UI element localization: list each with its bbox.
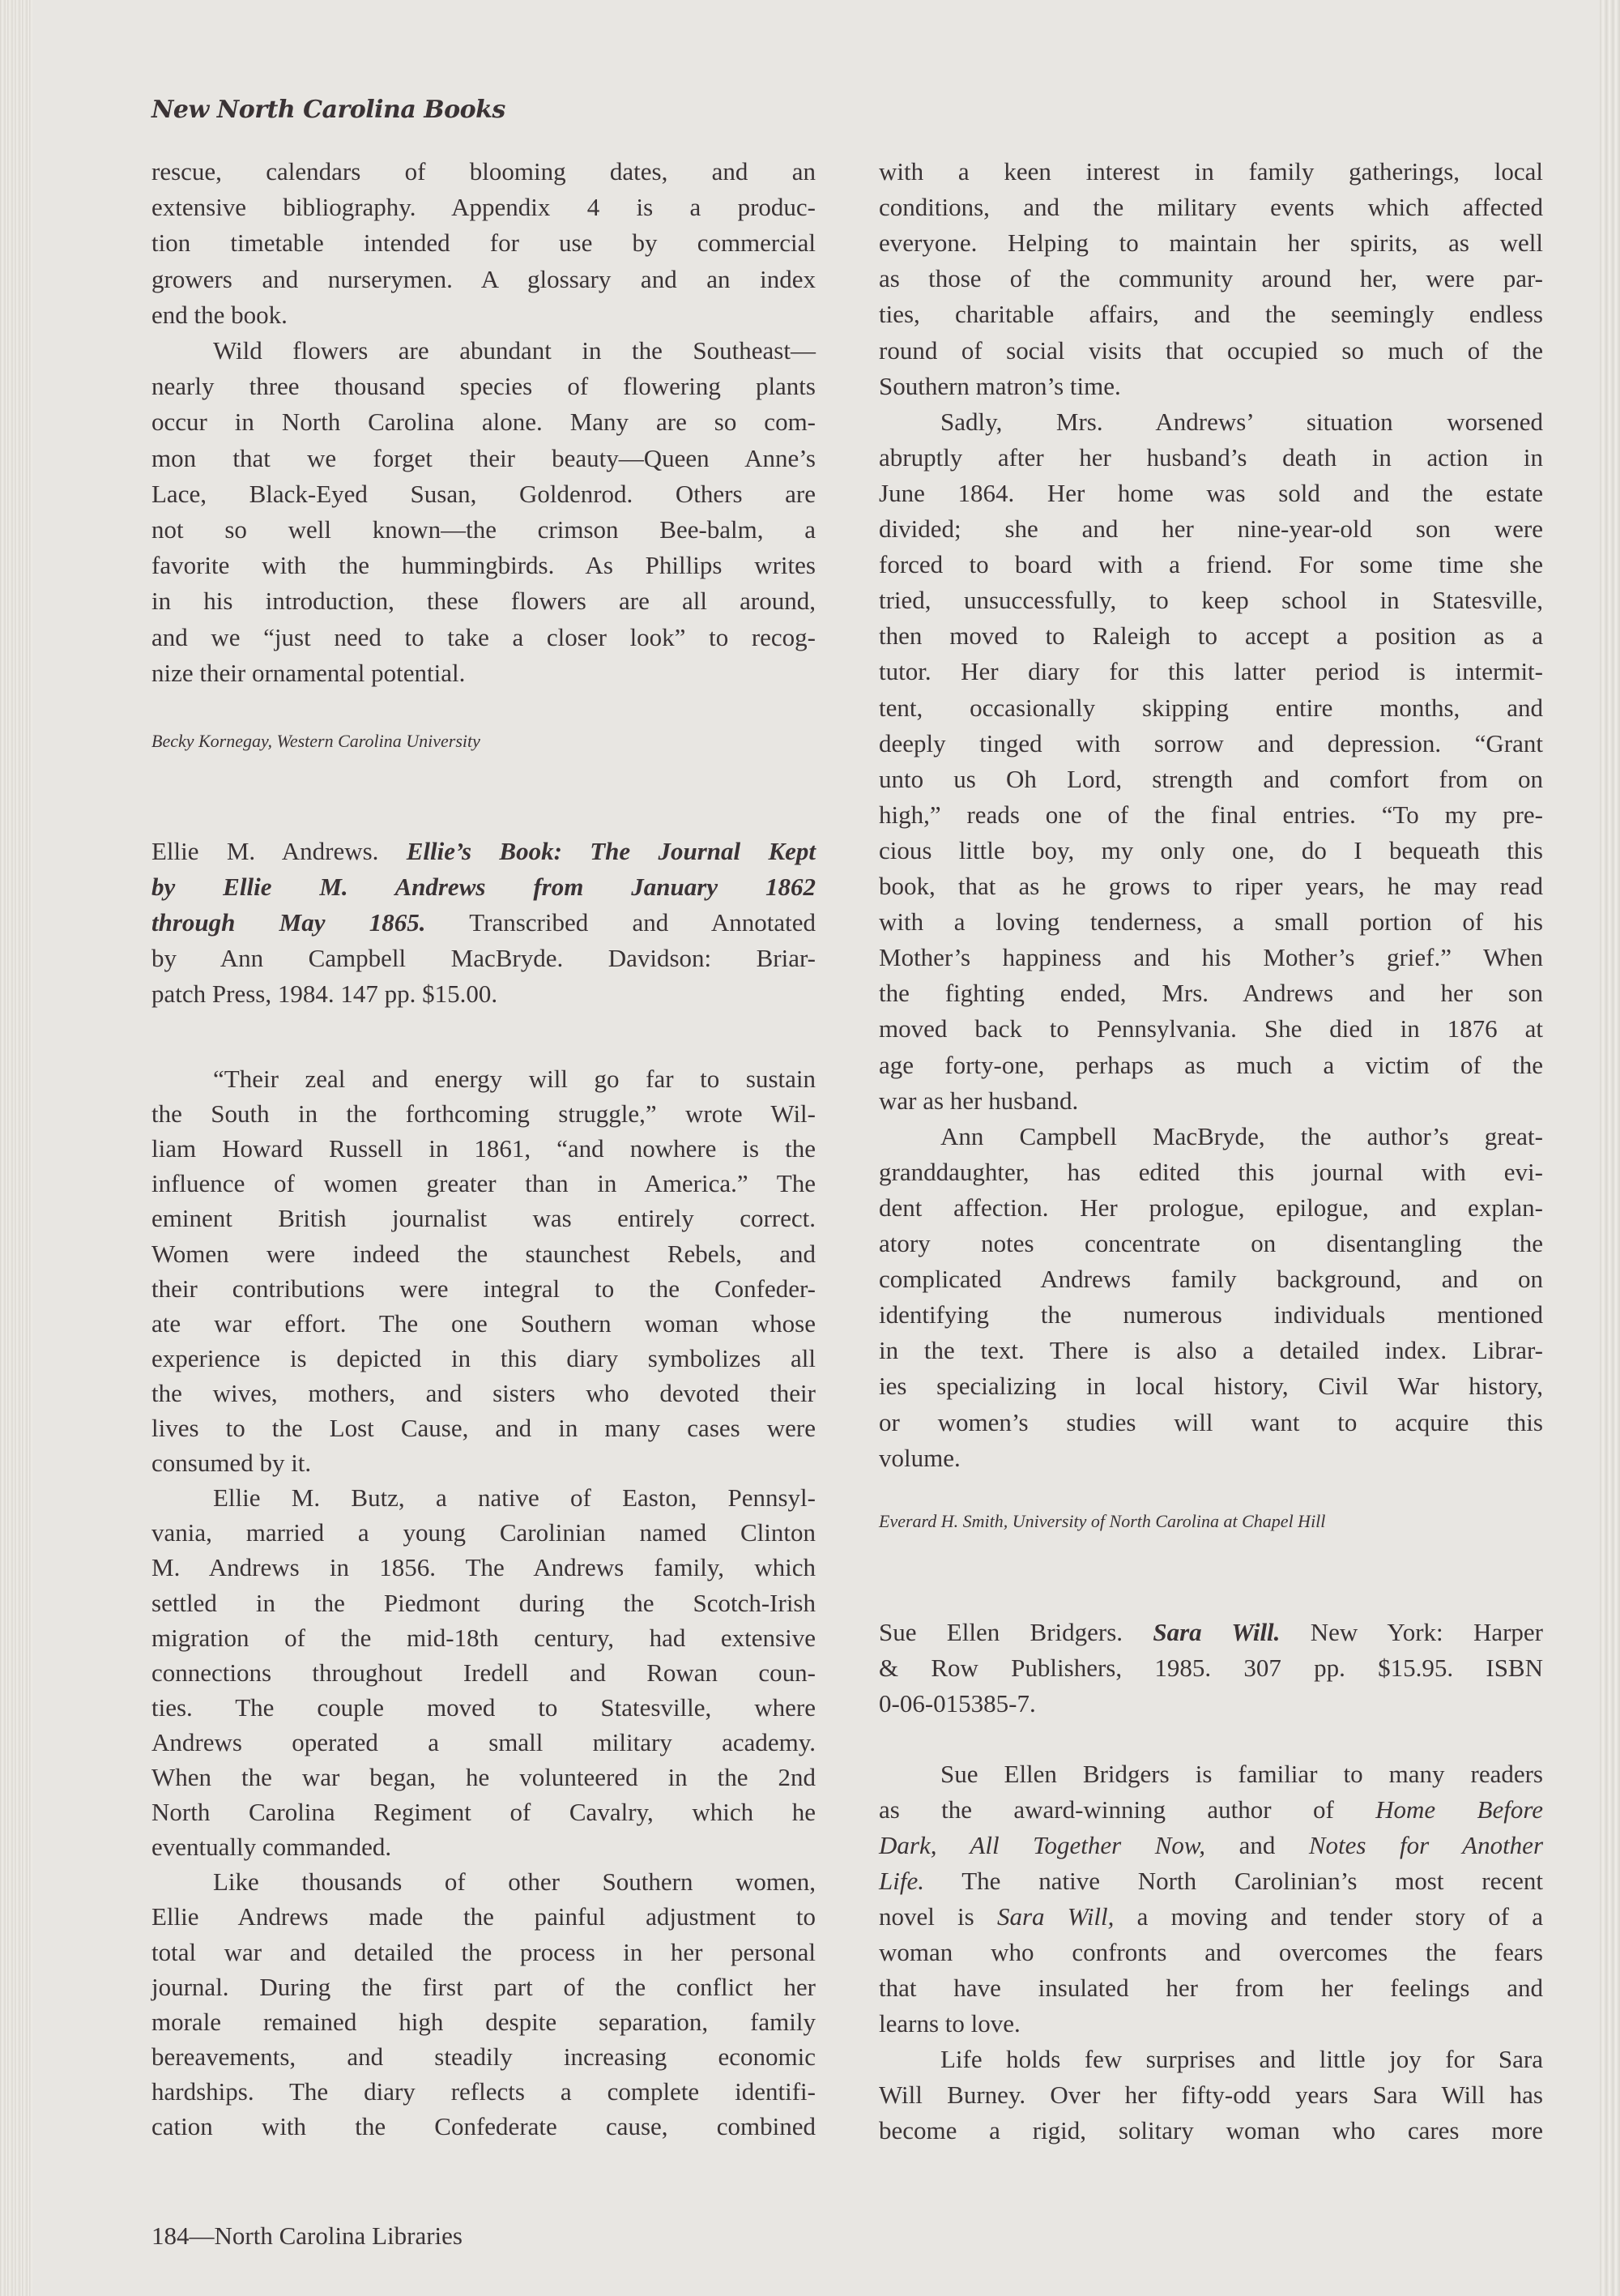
paragraph-line: When the war began, he volunteered in the 2nd bbox=[151, 1763, 816, 1791]
paragraph-line: nearly three thousand species of flowering plants bbox=[151, 372, 816, 401]
text-run: a moving and tender story of a bbox=[1136, 1902, 1544, 1931]
book-title: Notes for Another bbox=[1308, 1831, 1544, 1859]
paragraph-line: dent affection. Her prologue, epilogue, and explan- bbox=[879, 1193, 1543, 1222]
paragraph-line: war as her husband. bbox=[879, 1086, 1079, 1115]
citation-title: Ellie’s Book: The Journal Kept bbox=[406, 837, 816, 865]
paragraph-line: influence of women greater than in America.” The bbox=[151, 1169, 816, 1198]
paragraph-line: in the text. There is also a detailed index. Librar- bbox=[879, 1336, 1543, 1365]
paragraph-line: mon that we forget their beauty—Queen Anne’s bbox=[151, 443, 816, 472]
paragraph-line: nize their ornamental potential. bbox=[151, 658, 466, 687]
paragraph-line: liam Howard Russell in 1861, “and nowhere is the bbox=[151, 1134, 816, 1163]
paragraph-line: occur in North Carolina alone. Many are so com- bbox=[151, 408, 816, 437]
paragraph-line: Women were indeed the staunchest Rebels, and bbox=[151, 1239, 816, 1268]
paragraph-line: tion timetable intended for use by commercial bbox=[151, 228, 816, 258]
citation-line bbox=[151, 834, 816, 869]
paragraph-line: as those of the community around her, were par- bbox=[879, 264, 1543, 293]
paragraph-line: learns to love. bbox=[879, 2009, 1021, 2038]
book-title: Life. bbox=[879, 1867, 924, 1895]
paragraph-line: or women’s studies will want to acquire this bbox=[879, 1407, 1543, 1436]
paragraph-line: everyone. Helping to maintain her spirits, as well bbox=[879, 228, 1543, 258]
paragraph-line: Ann Campbell MacBryde, the author’s great- bbox=[940, 1121, 1543, 1150]
paragraph-line: Wild flowers are abundant in the Southeast— bbox=[213, 336, 816, 365]
citation-title: through May 1865. bbox=[151, 908, 426, 937]
paragraph-line: M. Andrews in 1856. The Andrews family, which bbox=[151, 1553, 816, 1582]
paragraph-line: North Carolina Regiment of Cavalry, which he bbox=[151, 1798, 816, 1827]
paragraph-line: cation with the Confederate cause, combined bbox=[151, 2112, 816, 2140]
paragraph-line bbox=[879, 1899, 1543, 1935]
paragraph-line: favorite with the hummingbirds. As Phillips writes bbox=[151, 551, 816, 580]
paragraph-line: total war and detailed the process in her personal bbox=[151, 1937, 816, 1966]
paragraph-line bbox=[879, 1792, 1543, 1828]
citation-line bbox=[151, 905, 816, 941]
paragraph-line: the South in the forthcoming struggle,” wrote Wil- bbox=[151, 1099, 816, 1129]
paragraph-line: ies specializing in local history, Civil War history, bbox=[879, 1372, 1543, 1401]
paragraph-line: the wives, mothers, and sisters who devoted their bbox=[151, 1378, 816, 1407]
citation-line: & Row Publishers, 1985. 307 pp. $15.95. ISBN bbox=[879, 1654, 1543, 1682]
paragraph-line: book, that as he grows to riper years, he may read bbox=[879, 872, 1543, 900]
paragraph-line: high,” reads one of the final entries. “To my pre- bbox=[879, 800, 1543, 829]
paragraph-line: eventually commanded. bbox=[151, 1833, 392, 1862]
paragraph-line: extensive bibliography. Appendix 4 is a produc- bbox=[151, 193, 816, 222]
paragraph-line: abruptly after her husband’s death in action in bbox=[879, 442, 1543, 472]
paragraph-line: Sadly, Mrs. Andrews’ situation worsened bbox=[940, 407, 1543, 436]
paragraph-line: experience is depicted in this diary symbolizes all bbox=[151, 1343, 816, 1372]
paragraph-line: woman who confronts and overcomes the fears bbox=[879, 1938, 1543, 1966]
paragraph-line: hardships. The diary reflects a complete identifi- bbox=[151, 2076, 816, 2106]
paragraph-line: with a loving tenderness, a small portion of his bbox=[879, 907, 1543, 937]
citation-line bbox=[879, 1615, 1543, 1650]
citation-author: Sue Ellen Bridgers. bbox=[879, 1618, 1123, 1646]
paragraph-line: vania, married a young Carolinian named Clinton bbox=[151, 1518, 816, 1547]
citation-line: patch Press, 1984. 147 pp. $15.00. bbox=[151, 979, 498, 1008]
paragraph-line: their contributions were integral to the Confeder- bbox=[151, 1274, 816, 1303]
paragraph-line: Sue Ellen Bridgers is familiar to many readers bbox=[940, 1760, 1543, 1788]
page-edge-right bbox=[1600, 0, 1620, 2296]
paragraph-line: tutor. Her diary for this latter period is intermit- bbox=[879, 657, 1543, 686]
review-2-signature: Everard H. Smith, University of North Carolina at Chapel Hill bbox=[879, 1511, 1326, 1531]
paragraph-line: migration of the mid-18th century, had extensive bbox=[151, 1623, 816, 1652]
right-column bbox=[879, 0, 1543, 2296]
paragraph-line: identifying the numerous individuals mentioned bbox=[879, 1300, 1543, 1329]
paragraph-line: conditions, and the military events which affected bbox=[879, 193, 1543, 222]
citation-text: New York: Harper bbox=[1310, 1618, 1544, 1646]
left-column bbox=[151, 0, 816, 2296]
paragraph-line: Lace, Black-Eyed Susan, Goldenrod. Others are bbox=[151, 479, 816, 508]
paragraph-line: growers and nurserymen. A glossary and an index bbox=[151, 264, 816, 293]
paragraph-line: then moved to Raleigh to accept a position as a bbox=[879, 621, 1543, 651]
paragraph-line: Will Burney. Over her fifty-odd years Sara Will has bbox=[879, 2080, 1543, 2109]
book-title: Home Before bbox=[1375, 1795, 1544, 1824]
paragraph-line: the fighting ended, Mrs. Andrews and her son bbox=[879, 979, 1543, 1008]
paragraph-line: tent, occasionally skipping entire months, and bbox=[879, 693, 1543, 722]
paragraph-line: forced to board with a friend. For some time she bbox=[879, 550, 1543, 579]
citation-title: Sara Will. bbox=[1153, 1618, 1281, 1646]
paragraph-line: Like thousands of other Southern women, bbox=[213, 1867, 816, 1897]
page-footer: 184—North Carolina Libraries bbox=[151, 2221, 463, 2250]
paragraph-line: ate war effort. The one Southern woman whose bbox=[151, 1308, 816, 1338]
paragraph-line: age forty-one, perhaps as much a victim of the bbox=[879, 1050, 1543, 1079]
citation-line: by Ann Campbell MacBryde. Davidson: Briar- bbox=[151, 944, 816, 972]
paragraph-line: tried, unsuccessfully, to keep school in Statesville, bbox=[879, 586, 1543, 615]
paragraph-line: settled in the Piedmont during the Scotch-Irish bbox=[151, 1588, 816, 1617]
citation-author: Ellie M. Andrews. bbox=[151, 837, 379, 865]
text-run: The native North Carolinian’s most recent bbox=[961, 1867, 1543, 1895]
paragraph-line: ties. The couple moved to Statesville, where bbox=[151, 1692, 816, 1722]
paragraph-line: Ellie M. Butz, a native of Easton, Pennsyl- bbox=[213, 1483, 816, 1513]
citation-title-line: by Ellie M. Andrews from January 1862 bbox=[151, 873, 816, 901]
book-title: Dark, All Together Now, bbox=[879, 1831, 1206, 1859]
paragraph-line: Mother’s happiness and his Mother’s grief.” When bbox=[879, 943, 1543, 972]
page-edge-left bbox=[0, 0, 32, 2296]
review-1-signature: Becky Kornegay, Western Carolina University bbox=[151, 731, 480, 751]
paragraph-line: moved back to Pennsylvania. She died in 1876 at bbox=[879, 1014, 1543, 1043]
paragraph-line: Andrews operated a small military academy. bbox=[151, 1727, 816, 1756]
paragraph-line: Life holds few surprises and little joy for Sara bbox=[940, 2045, 1543, 2073]
paragraph-line: end the book. bbox=[151, 300, 288, 329]
paragraph-line: ties, charitable affairs, and the seemingly endless bbox=[879, 300, 1543, 329]
paragraph-line: deeply tinged with sorrow and depression. “Grant bbox=[879, 728, 1543, 758]
paragraph-line: consumed by it. bbox=[151, 1449, 312, 1478]
paragraph-line: morale remained high despite separation, family bbox=[151, 2007, 816, 2036]
paragraph-line: eminent British journalist was entirely correct. bbox=[151, 1204, 816, 1233]
paragraph-line: unto us Oh Lord, strength and comfort from on bbox=[879, 764, 1543, 793]
paragraph-line: with a keen interest in family gatherings, local bbox=[879, 157, 1543, 186]
paragraph-line: connections throughout Iredell and Rowan coun- bbox=[151, 1658, 816, 1687]
paragraph-line: round of social visits that occupied so much of the bbox=[879, 335, 1543, 365]
paragraph-line: complicated Andrews family background, and on bbox=[879, 1265, 1543, 1294]
paragraph-line: cious little boy, my only one, do I bequeath this bbox=[879, 835, 1543, 864]
paragraph-line: “Their zeal and energy will go far to sustain bbox=[213, 1065, 816, 1093]
paragraph-line bbox=[879, 1863, 1543, 1899]
text-run: novel is bbox=[879, 1902, 974, 1931]
paragraph-line: in his introduction, these flowers are all around, bbox=[151, 587, 816, 616]
paragraph-line: Ellie Andrews made the painful adjustment to bbox=[151, 1902, 816, 1931]
paragraph-line: and we “just need to take a closer look” to recog- bbox=[151, 622, 816, 651]
citation-line: 0-06-015385-7. bbox=[879, 1689, 1036, 1718]
paragraph-line: volume. bbox=[879, 1443, 961, 1472]
paragraph-line: rescue, calendars of blooming dates, and an bbox=[151, 157, 816, 186]
paragraph-line: atory notes concentrate on disentangling the bbox=[879, 1229, 1543, 1257]
paragraph-line: that have insulated her from her feelings and bbox=[879, 1974, 1543, 2002]
paragraph-line: bereavements, and steadily increasing economic bbox=[151, 2042, 816, 2071]
paragraph-line: become a rigid, solitary woman who cares more bbox=[879, 2116, 1543, 2144]
paragraph-line: lives to the Lost Cause, and in many cases were bbox=[151, 1414, 816, 1442]
book-title: Sara Will, bbox=[996, 1902, 1115, 1931]
citation-text: Transcribed and Annotated bbox=[469, 908, 816, 937]
paragraph-line: journal. During the first part of the conflict her bbox=[151, 1972, 816, 2001]
paragraph-line: Southern matron’s time. bbox=[879, 371, 1121, 400]
paragraph-line bbox=[879, 1828, 1543, 1863]
text-run: as the award-winning author of bbox=[879, 1795, 1334, 1824]
paragraph-line: divided; she and her nine-year-old son were bbox=[879, 514, 1543, 543]
running-head: New North Carolina Books bbox=[151, 96, 505, 124]
text-run: and bbox=[1238, 1831, 1276, 1859]
paragraph-line: not so well known—the crimson Bee-balm, a bbox=[151, 515, 816, 544]
paragraph-line: June 1864. Her home was sold and the estate bbox=[879, 478, 1543, 507]
paragraph-line: granddaughter, has edited this journal with evi- bbox=[879, 1157, 1543, 1186]
